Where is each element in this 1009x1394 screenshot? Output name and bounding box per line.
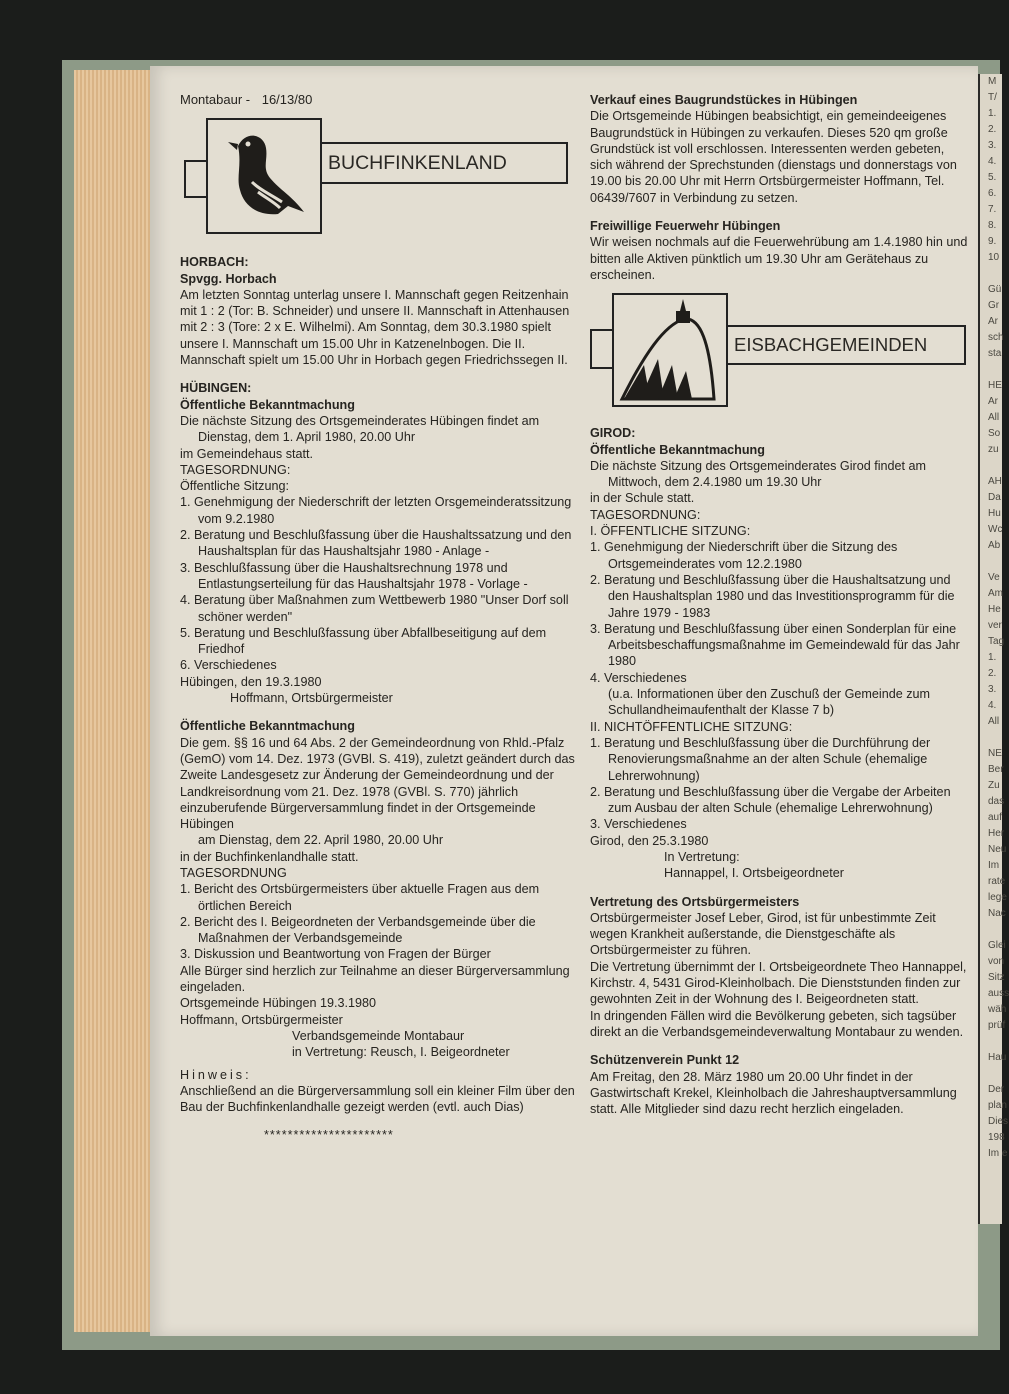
next-page-fragment: sta xyxy=(988,348,1002,359)
next-page-fragment: Ber xyxy=(988,764,1004,775)
next-page-fragment: rate xyxy=(988,876,1006,887)
next-page-fragment: Der xyxy=(988,1084,1005,1095)
girod-item: 2. Beratung und Beschlußfassung über die Haushaltsatzung und den Haushaltsplan 1980 und das Investitionsprogramm für die Jahre 1979 - 1983 xyxy=(590,572,955,620)
notice2-vg-rep: in Vertretung: Reusch, I. Beigeordneter xyxy=(292,1045,510,1060)
next-page-fragment: auf xyxy=(988,812,1002,823)
next-page-fragment: Im e xyxy=(988,1148,1008,1159)
next-page-fragment: Neu xyxy=(988,844,1007,855)
next-page-fragment: Dies xyxy=(988,1116,1009,1127)
sale-text: Die Ortsgemeinde Hübingen beabsichtigt, ein gemeindeeigenes Baugrundstück in Hübingen zu verkaufen. Dieses 520 qm große Grundstück ist voll erschlossen. Interessenten werden gebeten, sich während der Sprechstunden (dienstags und donnerstags von 19.00 bis 20.00 Uhr mit Herrn Ortsbürgermeister Hoffmann, Tel. 06439/7607 in Verbindung zu setzen. xyxy=(590,109,957,205)
church-hill-icon xyxy=(614,295,726,405)
next-page-edge xyxy=(978,74,1009,1224)
next-page-fragment xyxy=(980,922,1002,938)
page-header xyxy=(180,92,580,108)
next-page-fragment: Hau xyxy=(988,1052,1007,1063)
huebingen-item: 2. Beratung und Beschlußfassung über die Haushaltssatzung und den Haushaltsplan für das Haushaltsjahr 1980 - Anlage - xyxy=(180,528,572,559)
huebingen-signed-place: Hübingen, den 19.3.1980 xyxy=(180,674,322,689)
club-text: Am Freitag, den 28. März 1980 um 20.00 Uhr findet in der Gastwirtschaft Krekel, Kleinholbach die Jahreshauptversammlung statt. Alle Mitglieder sind dazu recht herzlich eingeladen. xyxy=(590,1069,957,1117)
notice2-item: 1. Bericht des Ortsbürgermeisters über aktuelle Fragen aus dem örtlichen Bereich xyxy=(180,882,540,913)
next-page-fragment: ver xyxy=(988,620,1002,631)
next-page-fragment: Tag xyxy=(988,636,1005,647)
huebingen-title: HÜBINGEN: xyxy=(180,381,252,396)
notice2-text: Die gem. §§ 16 und 64 Abs. 2 der Gemeindeordnung von Rhld.-Pfalz (GemO) vom 14. Dez. 1973 (GVBl. S. 419), zuletzt geändert durch das Zweite Landesgesetz zur Änderung der Gemeindeordnung und der Landkreisordnung vom 21. Dez. 1978 (GVBl. S. 770) jährlich einzuberufende Bürgerversammlung findet in der Ortsgemeinde Hübingen xyxy=(180,735,575,832)
horbach-text: Am letzten Sonntag unterlag unsere I. Mannschaft gegen Reitzenhain mit 1 : 2 (Tor: B. Schneider) und unsere II. Mannschaft in Attenhausen mit 2 : 3 (Tore: 2 x E. Wilhelmi). Am Sonntag, dem 30.3.1980 spielt unsere I. Mannschaft um 15.00 Uhr in Katzenelnbogen. Die II. Mannschaft spielt um 15.00 Uhr in Horbach gegen Friedrichssegen II. xyxy=(180,287,570,368)
left-column xyxy=(180,92,580,1144)
next-page-fragment: 9. xyxy=(988,236,997,247)
girod-intro: Die nächste Sitzung des Ortsgemeinderates Girod findet am xyxy=(590,458,927,473)
notice2-item: 2. Bericht des I. Beigeordneten der Verbandsgemeinde über die Maßnahmen der Verbandsgemeinde xyxy=(180,914,536,946)
girod-item: 1. Genehmigung der Niederschrift über die Sitzung des Ortsgemeinderates vom 12.2.1980 xyxy=(590,540,898,571)
next-page-fragment xyxy=(980,362,1002,378)
next-page-fragment: 3. xyxy=(988,140,997,151)
finch-icon xyxy=(208,120,320,232)
next-page-fragment: Da xyxy=(988,492,1001,503)
horbach-club: Spvgg. Horbach xyxy=(180,271,277,286)
next-page-fragment: zu xyxy=(988,444,999,455)
fire-head: Freiwillige Feuerwehr Hübingen xyxy=(590,219,781,234)
next-page-fragment: von xyxy=(988,956,1005,967)
club-head: Schützenverein Punkt 12 xyxy=(590,1053,740,1068)
church-hill-emblem xyxy=(612,293,728,407)
huebingen-place: im Gemeindehaus statt. xyxy=(180,446,313,461)
fire-text: Wir weisen nochmals auf die Feuerwehrübung am 1.4.1980 hin und bitten alle Aktiven pünktlich um 19.30 Uhr am Gerätehaus zu erscheinen. xyxy=(590,235,968,282)
huebingen-item: 5. Beratung und Beschlußfassung über Abfallbeseitigung auf dem Friedhof xyxy=(180,625,547,657)
next-page-fragment: Sitz xyxy=(988,972,1005,983)
header-place: Montabaur - xyxy=(180,92,251,107)
notice2-head: Öffentliche Bekanntmachung xyxy=(180,719,355,734)
huebingen-item: 1. Genehmigung der Niederschrift der letzten Orsgemeinderatssitzung vom 9.2.1980 xyxy=(180,495,572,526)
deputy-text2: Die Vertretung übernimmt der I. Ortsbeigeordnete Theo Hannappel, Kirchstr. 4, 5431 Girod-Kleinholbach. Die Dienststunden finden zur gewohnten Zeit in der Wohnung des I. Beigeordneten statt. xyxy=(590,959,967,1007)
next-page-fragment: He xyxy=(988,604,1001,615)
buchfinkenland-logo xyxy=(180,114,580,244)
girod-item: 4. Verschiedenes xyxy=(590,670,687,685)
notice2-signed-place: Ortsgemeinde Hübingen 19.3.1980 xyxy=(180,996,377,1011)
eisbachgemeinden-logo xyxy=(590,291,970,417)
next-page-fragment: Nac xyxy=(988,908,1006,919)
next-page-fragment: 198 xyxy=(988,1132,1005,1143)
notice2-signer: Hoffmann, Ortsbürgermeister xyxy=(180,1012,343,1027)
next-page-fragment: Gü xyxy=(988,284,1002,295)
girod-signed-place: Girod, den 25.3.1980 xyxy=(590,833,709,848)
next-page-fragment xyxy=(980,554,1002,570)
notice2-vg: Verbandsgemeinde Montabaur xyxy=(292,1028,465,1043)
finch-emblem xyxy=(206,118,322,234)
next-page-fragment: 1. xyxy=(988,108,997,119)
girod-public-head: I. ÖFFENTLICHE SITZUNG: xyxy=(590,524,751,539)
notice2-place: in der Buchfinkenlandhalle statt. xyxy=(180,849,359,864)
next-page-fragment xyxy=(980,458,1002,474)
huebingen-item: 3. Beschlußfassung über die Haushaltsrechnung 1978 und Entlastungserteilung für das Haushaltsjahr 1978 - Vorlage - xyxy=(180,560,528,591)
next-page-fragment: 3. xyxy=(988,684,997,695)
next-page-fragment: 7. xyxy=(988,204,997,215)
notice2-invite: Alle Bürger sind herzlich zur Teilnahme an dieser Bürgerversammlung eingeladen. xyxy=(180,963,570,995)
next-page-fragment: 2. xyxy=(988,668,997,679)
next-page-fragment: Glei xyxy=(988,940,1006,951)
page-edges xyxy=(74,70,161,1332)
next-page-fragment: das xyxy=(988,796,1005,807)
next-page-fragment: Hu xyxy=(988,508,1001,519)
next-page-fragment xyxy=(980,730,1002,746)
next-page-fragment: Wc xyxy=(988,524,1003,535)
girod-note: (u.a. Informationen über den Zuschuß der Gemeinde zum Schullandheimaufenthalt der Klasse 7 b) xyxy=(608,687,931,718)
next-page-fragment: M xyxy=(988,76,997,87)
header-issue: 16/13/80 xyxy=(261,92,313,107)
girod-private-item: 1. Beratung und Beschlußfassung über die Durchführung der Renovierungsmaßnahme an der alten Schule (ehemalige Lehrerwohnung) xyxy=(590,735,931,783)
next-page-fragment: Her xyxy=(988,828,1005,839)
next-page-fragment: Gr xyxy=(988,300,1000,311)
next-page-fragment: Im xyxy=(988,860,1000,871)
huebingen-signer: Hoffmann, Ortsbürgermeister xyxy=(230,691,393,706)
next-page-fragment: 8. xyxy=(988,220,997,231)
deputy-text1: Ortsbürgermeister Josef Leber, Girod, ist für unbestimmte Zeit wegen Krankheit außerstande, die Dienstgeschäfte als Ortsbürgermeister zu führen. xyxy=(590,910,936,958)
girod-agenda-head: TAGESORDNUNG: xyxy=(590,507,701,522)
huebingen-intro: Die nächste Sitzung des Ortsgemeinderates Hübingen findet am xyxy=(180,413,540,428)
next-page-fragment: All xyxy=(988,716,1000,727)
huebingen-public-head: Öffentliche Sitzung: xyxy=(180,479,289,494)
next-page-fragment: 1. xyxy=(988,652,997,663)
girod-rep: In Vertretung: xyxy=(664,849,740,864)
next-page-fragment xyxy=(980,266,1002,282)
girod-item: 3. Beratung und Beschlußfassung über einen Sonderplan für eine Arbeitsbeschaffungsmaßnahme im Gemeindewald für das Jahr 1980 xyxy=(590,621,960,669)
huebingen-item: 4. Beratung über Maßnahmen zum Wettbewerb 1980 "Unser Dorf soll schöner werden" xyxy=(180,593,569,624)
next-page-fragment: prüf xyxy=(988,1020,1006,1031)
notice2-hint-head: Hinweis: xyxy=(180,1067,252,1082)
next-page-fragment: Ar xyxy=(988,396,998,407)
deputy-head: Vertretung des Ortsbürgermeisters xyxy=(590,894,800,909)
banner-buchfinkenland: BUCHFINKENLAND xyxy=(318,142,568,184)
girod-private-head: II. NICHTÖFFENTLICHE SITZUNG: xyxy=(590,719,793,734)
next-page-fragment xyxy=(980,1066,1002,1082)
next-page-fragment: HE xyxy=(988,380,1002,391)
next-page-fragment: 4. xyxy=(988,156,997,167)
huebingen-date: Dienstag, dem 1. April 1980, 20.00 Uhr xyxy=(198,430,416,445)
next-page-fragment: sch xyxy=(988,332,1004,343)
notice2-hint: Anschließend an die Bürgerversammlung soll ein kleiner Film über den Bau der Buchfinkenlandhalle gezeigt werden (evtl. auch Dias) xyxy=(180,1083,575,1115)
next-page-fragment: All xyxy=(988,412,1000,423)
next-page-fragment: 6. xyxy=(988,188,997,199)
next-page-fragment: Ve xyxy=(988,572,1000,583)
notice2-stars: ********************** xyxy=(264,1128,394,1143)
sale-head: Verkauf eines Baugrundstückes in Hübingen xyxy=(590,93,858,107)
newspaper-page xyxy=(150,66,978,1336)
next-page-fragment: NE xyxy=(988,748,1002,759)
next-page-fragment: T/ xyxy=(988,92,997,103)
girod-title: GIROD: xyxy=(590,426,636,441)
notice2-agenda-head: TAGESORDNUNG xyxy=(180,865,287,880)
banner-eisbachgemeinden: EISBACHGEMEINDEN xyxy=(724,325,966,365)
huebingen-agenda-head: TAGESORDNUNG: xyxy=(180,462,291,477)
next-page-fragment: 10 xyxy=(988,252,1000,263)
notice2-date: am Dienstag, dem 22. April 1980, 20.00 Uhr xyxy=(198,833,444,848)
next-page-fragment: Ab xyxy=(988,540,1001,551)
girod-date: Mittwoch, dem 2.4.1980 um 19.30 Uhr xyxy=(608,475,822,490)
next-page-fragment: 5. xyxy=(988,172,997,183)
next-page-fragment: auss xyxy=(988,988,1009,999)
next-page-fragment: Am xyxy=(988,588,1003,599)
next-page-fragment: 4. xyxy=(988,700,997,711)
huebingen-item: 6. Verschiedenes xyxy=(180,658,277,673)
next-page-fragment: Ar xyxy=(988,316,998,327)
girod-private-item: 3. Verschiedenes xyxy=(590,817,687,832)
right-column xyxy=(590,92,970,1117)
huebingen-notice-head: Öffentliche Bekanntmachung xyxy=(180,397,355,412)
horbach-title: HORBACH: xyxy=(180,255,249,270)
girod-private-item: 2. Beratung und Beschlußfassung über die Vergabe der Arbeiten zum Ausbau der alten Schule (ehemalige Lehrerwohnung) xyxy=(590,784,951,816)
next-page-fragment: wäh xyxy=(988,1004,1007,1015)
girod-signer: Hannappel, I. Ortsbeigeordneter xyxy=(664,866,844,881)
next-page-fragment: lege xyxy=(988,892,1007,903)
girod-notice-head: Öffentliche Bekanntmachung xyxy=(590,442,765,457)
next-page-fragment xyxy=(980,1034,1002,1050)
next-page-fragment: AH xyxy=(988,476,1002,487)
notice2-item: 3. Diskussion und Beantwortung von Fragen der Bürger xyxy=(180,947,491,962)
next-page-fragment: Zu xyxy=(988,780,1000,791)
next-page-fragment: 2. xyxy=(988,124,997,135)
deputy-text3: In dringenden Fällen wird die Bevölkerung gebeten, sich tagsüber direkt an die Verbandsgemeindeverwaltung Montabaur zu wenden. xyxy=(590,1008,964,1039)
next-page-fragment: plan xyxy=(988,1100,1007,1111)
next-page-fragment: So xyxy=(988,428,1001,439)
girod-place: in der Schule statt. xyxy=(590,491,695,506)
